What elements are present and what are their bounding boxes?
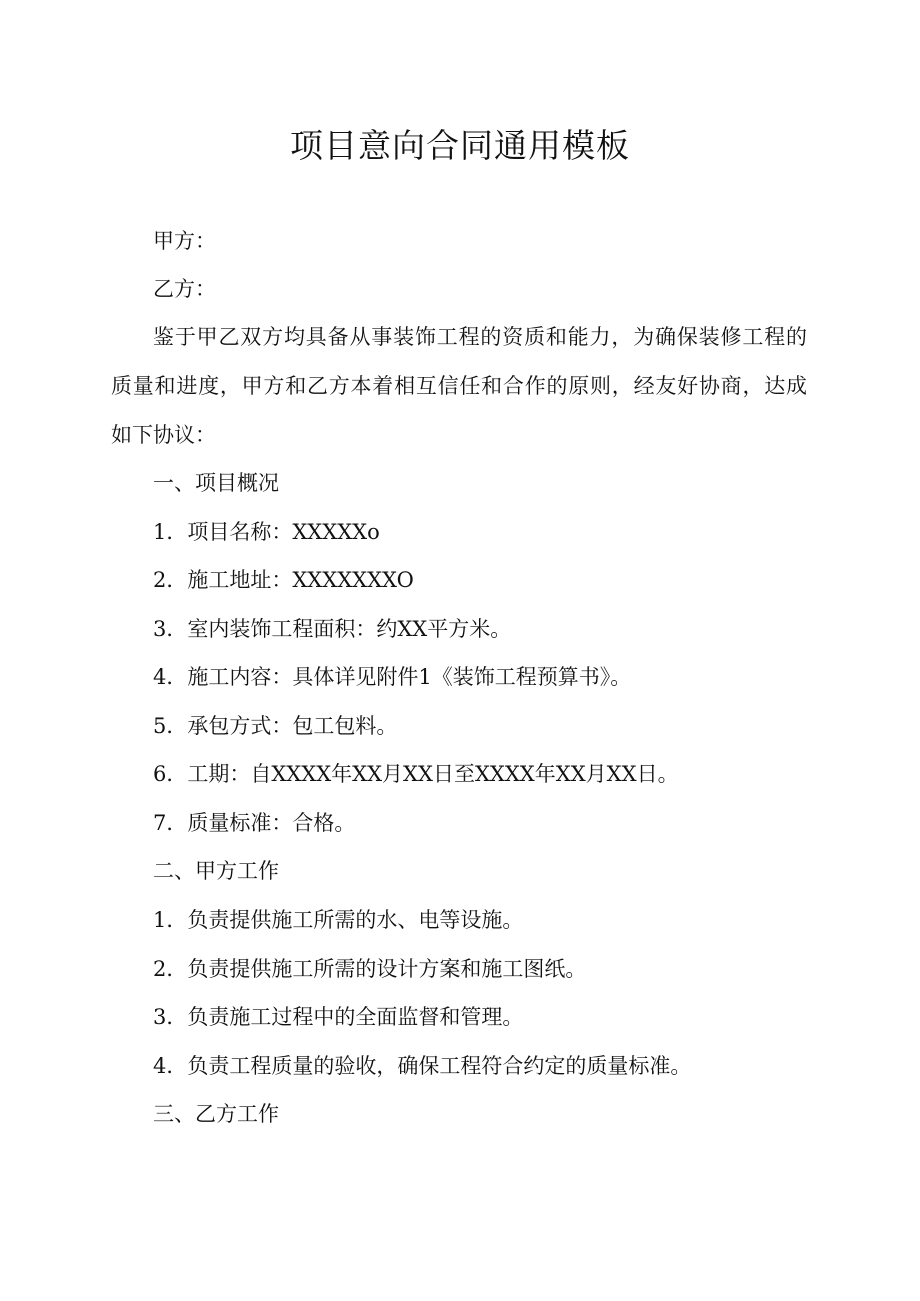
list-item: 2．施工地址：XXXXXXXO	[153, 568, 414, 592]
list-item: 2．负责提供施工所需的设计方案和施工图纸。	[153, 957, 587, 981]
party-a-line: 甲方：	[153, 229, 216, 253]
intro-paragraph-line: 如下协议：	[111, 423, 216, 447]
party-b-line: 乙方：	[153, 277, 216, 301]
document-title: 项目意向合同通用模板	[290, 126, 630, 165]
list-item: 3．室内装饰工程面积：约XX平方米。	[153, 617, 512, 641]
intro-paragraph-line: 质量和进度，甲方和乙方本着相互信任和合作的原则，经友好协商，达成	[111, 374, 807, 398]
list-item: 5．承包方式：包工包料。	[153, 714, 398, 738]
section-heading-party-a-duties: 二、甲方工作	[153, 859, 279, 883]
list-item: 6．工期：自XXXX年XX月XX日至XXXX年XX月XX日。	[153, 762, 679, 786]
list-item: 7．质量标准：合格。	[153, 811, 356, 835]
section-heading-project-overview: 一、项目概况	[153, 471, 279, 495]
intro-paragraph-line: 鉴于甲乙双方均具备从事装饰工程的资质和能力，为确保装修工程的	[153, 325, 807, 349]
list-item: 1．项目名称：XXXXXo	[153, 520, 380, 544]
list-item: 3．负责施工过程中的全面监督和管理。	[153, 1005, 524, 1029]
list-item: 4．负责工程质量的验收，确保工程符合约定的质量标准。	[153, 1054, 692, 1078]
list-item: 4．施工内容：具体详见附件1《装饰工程预算书》。	[153, 665, 632, 689]
section-heading-party-b-duties: 三、乙方工作	[153, 1102, 279, 1126]
list-item: 1．负责提供施工所需的水、电等设施。	[153, 908, 524, 932]
